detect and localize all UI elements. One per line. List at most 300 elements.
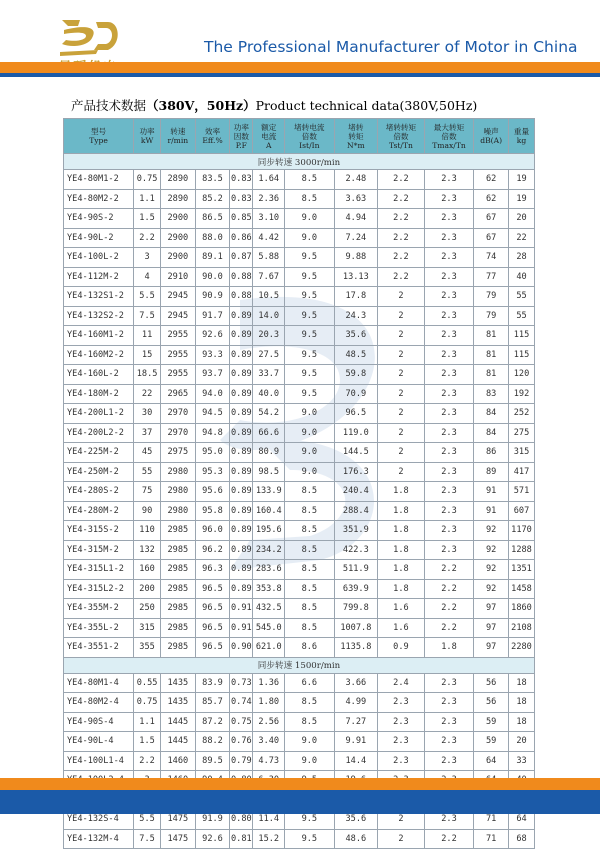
table-cell: 8.5 [285, 189, 334, 209]
table-cell: 2900 [161, 248, 196, 268]
table-cell: 0.89 [230, 540, 253, 560]
tagline: The Professional Manufacturer of Motor in China [204, 38, 578, 56]
table-cell: 35.6 [334, 810, 378, 830]
table-cell: 2970 [161, 404, 196, 424]
table-cell: 1.6 [378, 599, 424, 619]
table-cell: 8.5 [285, 521, 334, 541]
column-header-text: 噪声 [483, 127, 499, 136]
table-cell: 160 [134, 560, 161, 580]
table-cell: 0.83 [230, 189, 253, 209]
table-cell: 91 [474, 482, 509, 502]
table-cell: 2 [378, 365, 424, 385]
table-cell: YE4-80M1-2 [64, 170, 134, 190]
table-cell: 2280 [509, 638, 535, 658]
table-cell: 9.5 [285, 829, 334, 849]
table-cell: YE4-200L1-2 [64, 404, 134, 424]
table-cell: 353.8 [253, 579, 285, 599]
table-cell: 2.3 [378, 751, 424, 771]
column-header-text: kg [516, 136, 527, 145]
table-cell: 8.5 [285, 618, 334, 638]
table-cell: 1.5 [134, 732, 161, 752]
column-header-text: 电流 [261, 131, 277, 141]
table-cell: 20 [509, 209, 535, 229]
table-cell: 81 [474, 345, 509, 365]
column-header-text: A [266, 140, 272, 150]
table-cell: 2.2 [378, 170, 424, 190]
table-cell: 96.0 [195, 521, 230, 541]
table-cell: 91 [474, 501, 509, 521]
table-cell: 9.0 [285, 423, 334, 443]
table-cell: 2890 [161, 170, 196, 190]
table-cell: 2.3 [378, 693, 424, 713]
table-cell: 2 [378, 404, 424, 424]
table-row [64, 732, 535, 752]
table-cell: 2 [378, 810, 424, 830]
table-cell: 3.66 [334, 673, 378, 693]
table-cell: 9.0 [285, 404, 334, 424]
table-cell: 119.0 [334, 423, 378, 443]
table-cell: 288.4 [334, 501, 378, 521]
table-cell: 9.5 [285, 365, 334, 385]
table-cell: 93.7 [195, 365, 230, 385]
table-cell: 2.3 [424, 209, 474, 229]
page-header [0, 0, 600, 90]
column-header-text: 额定 [261, 122, 277, 132]
table-cell: 62 [474, 170, 509, 190]
table-cell: 96.2 [195, 540, 230, 560]
table-cell: YE4-280S-2 [64, 482, 134, 502]
table-cell: 10.5 [253, 287, 285, 307]
table-cell: 9.5 [285, 248, 334, 268]
table-cell: 2985 [161, 560, 196, 580]
column-header [334, 119, 378, 154]
table-cell: 2.3 [424, 228, 474, 248]
table-cell: 27.5 [253, 345, 285, 365]
table-cell: 0.89 [230, 560, 253, 580]
column-header-text: N*m [347, 140, 365, 150]
column-header-text: Ist/In [299, 140, 320, 150]
table-cell: 621.0 [253, 638, 285, 658]
table-cell: 95.6 [195, 482, 230, 502]
table-cell: 2985 [161, 579, 196, 599]
table-cell: 1435 [161, 693, 196, 713]
table-cell: 71 [474, 829, 509, 849]
column-header [424, 119, 474, 154]
table-cell: 70.9 [334, 384, 378, 404]
table-cell: 1135.8 [334, 638, 378, 658]
table-cell: 0.88 [230, 287, 253, 307]
table-cell: 0.89 [230, 326, 253, 346]
table-cell: YE4-112M-2 [64, 267, 134, 287]
table-cell: 15 [134, 345, 161, 365]
table-cell: 571 [509, 482, 535, 502]
column-header-text: 转矩 [348, 131, 364, 141]
table-cell: 2980 [161, 462, 196, 482]
table-cell: 0.80 [230, 810, 253, 830]
table-cell: 2 [378, 306, 424, 326]
table-cell: 85.7 [195, 693, 230, 713]
table-cell: 4.99 [334, 693, 378, 713]
table-cell: 2900 [161, 228, 196, 248]
table-cell: 1.8 [378, 521, 424, 541]
table-cell: 96.5 [195, 638, 230, 658]
table-cell: 8.5 [285, 482, 334, 502]
table-cell: YE4-315S-2 [64, 521, 134, 541]
table-cell: 2910 [161, 267, 196, 287]
table-cell: 67 [474, 209, 509, 229]
table-cell: 9.5 [285, 326, 334, 346]
table-cell: 85.2 [195, 189, 230, 209]
table-cell: YE4-160L-2 [64, 365, 134, 385]
table-cell: YE4-80M2-2 [64, 189, 134, 209]
table-cell: 1.1 [134, 189, 161, 209]
table-cell: 35.6 [334, 326, 378, 346]
table-cell: 20 [509, 732, 535, 752]
table-row [64, 751, 535, 771]
table-cell: 71 [474, 810, 509, 830]
table-cell: 92.6 [195, 829, 230, 849]
table-cell: 1435 [161, 673, 196, 693]
column-header-text: r/min [167, 136, 189, 145]
table-cell: 115 [509, 326, 535, 346]
table-cell: 1.8 [378, 501, 424, 521]
page-title [71, 96, 477, 114]
table-cell: 88.0 [195, 228, 230, 248]
title-cn: 产品技术数据 [71, 98, 147, 113]
table-cell: 96.5 [195, 618, 230, 638]
table-row [64, 540, 535, 560]
table-cell: 95.8 [195, 501, 230, 521]
table-cell: 95.0 [195, 443, 230, 463]
table-cell: 56 [474, 693, 509, 713]
table-cell: 0.89 [230, 365, 253, 385]
column-header-text: P.F [235, 140, 247, 150]
table-cell: 2985 [161, 540, 196, 560]
table-row [64, 829, 535, 849]
table-cell: YE4-90L-4 [64, 732, 134, 752]
column-header [230, 119, 253, 154]
table-cell: 3.10 [253, 209, 285, 229]
table-cell: YE4-100L1-4 [64, 751, 134, 771]
table-cell: 17.8 [334, 287, 378, 307]
table-cell: 1458 [509, 579, 535, 599]
table-cell: 81 [474, 365, 509, 385]
table-cell: 92 [474, 521, 509, 541]
table-row [64, 618, 535, 638]
table-cell: 0.88 [230, 267, 253, 287]
table-cell: 1445 [161, 732, 196, 752]
table-cell: 91.7 [195, 306, 230, 326]
column-header-text: 堵转电流 [294, 122, 325, 132]
table-row [64, 365, 535, 385]
table-cell: 7.5 [134, 306, 161, 326]
table-cell: 9.5 [285, 267, 334, 287]
table-cell: 2.3 [424, 443, 474, 463]
table-cell: 19 [509, 170, 535, 190]
table-cell: 2.36 [253, 189, 285, 209]
column-header-text: 效率 [204, 127, 221, 136]
table-cell: 2955 [161, 365, 196, 385]
table-cell: 1860 [509, 599, 535, 619]
table-cell: 1445 [161, 712, 196, 732]
table-cell: 133.9 [253, 482, 285, 502]
table-cell: 8.6 [285, 638, 334, 658]
table-cell: 2 [378, 384, 424, 404]
table-row [64, 599, 535, 619]
table-cell: 2 [378, 829, 424, 849]
table-cell: YE4-160M2-2 [64, 345, 134, 365]
column-header [64, 119, 134, 154]
column-header [253, 119, 285, 154]
table-row [64, 638, 535, 658]
table-cell: 7.67 [253, 267, 285, 287]
table-cell: 2.3 [424, 287, 474, 307]
table-cell: 9.5 [285, 287, 334, 307]
table-cell: YE4-315L1-2 [64, 560, 134, 580]
table-cell: 2 [378, 423, 424, 443]
table-cell: 0.76 [230, 732, 253, 752]
table-cell: 0.89 [230, 521, 253, 541]
table-cell: 9.5 [285, 810, 334, 830]
table-cell: 89.1 [195, 248, 230, 268]
table-cell: 9.0 [285, 209, 334, 229]
column-header-text: 重量 [513, 127, 530, 136]
table-cell: 240.4 [334, 482, 378, 502]
table-cell: 2.3 [424, 248, 474, 268]
table-cell: YE4-250M-2 [64, 462, 134, 482]
table-cell: 315 [509, 443, 535, 463]
table-cell: 0.89 [230, 501, 253, 521]
table-cell: 2955 [161, 345, 196, 365]
table-cell: YE4-180M-2 [64, 384, 134, 404]
table-row [64, 209, 535, 229]
table-cell: 0.9 [378, 638, 424, 658]
table-cell: 115 [509, 345, 535, 365]
table-cell: 1351 [509, 560, 535, 580]
table-row [64, 501, 535, 521]
header-orange-bar [0, 62, 600, 73]
table-cell: 54.2 [253, 404, 285, 424]
table-cell: YE4-90S-2 [64, 209, 134, 229]
table-cell: 97 [474, 599, 509, 619]
table-cell: 91.9 [195, 810, 230, 830]
table-cell: 1007.8 [334, 618, 378, 638]
table-cell: YE4-315M-2 [64, 540, 134, 560]
table-cell: 2.2 [134, 751, 161, 771]
table-cell: 8.5 [285, 579, 334, 599]
table-cell: 110 [134, 521, 161, 541]
table-cell: 6.6 [285, 673, 334, 693]
column-header-text: 功率 [139, 127, 155, 136]
table-cell: 66.6 [253, 423, 285, 443]
table-cell: 87.2 [195, 712, 230, 732]
table-cell: 9.0 [285, 732, 334, 752]
column-header [161, 119, 196, 154]
column-header-text: kW [140, 136, 154, 145]
table-cell: 2.3 [424, 384, 474, 404]
column-header-text: 因数 [233, 131, 249, 141]
table-cell: 5.5 [134, 287, 161, 307]
table-row [64, 248, 535, 268]
table-row [64, 443, 535, 463]
table-cell: 84 [474, 423, 509, 443]
table-cell: 1.8 [378, 482, 424, 502]
table-cell: 94.5 [195, 404, 230, 424]
table-cell: 9.91 [334, 732, 378, 752]
table-cell: 1.5 [134, 209, 161, 229]
table-cell: 2.2 [378, 248, 424, 268]
table-cell: 55 [509, 306, 535, 326]
table-row [64, 404, 535, 424]
table-cell: YE4-355M-2 [64, 599, 134, 619]
table-cell: 40.0 [253, 384, 285, 404]
header-row [64, 119, 535, 154]
table-cell: 1.80 [253, 693, 285, 713]
table-cell: 2980 [161, 482, 196, 502]
table-cell: 62 [474, 189, 509, 209]
table-cell: 0.75 [230, 712, 253, 732]
table-cell: 2945 [161, 306, 196, 326]
table-cell: 2985 [161, 618, 196, 638]
column-header-text: 型号 [90, 127, 107, 136]
column-header [195, 119, 230, 154]
table-cell: 92.6 [195, 326, 230, 346]
column-header-text: 功率 [233, 122, 249, 132]
company-logo-icon [58, 14, 124, 60]
table-cell: 75 [134, 482, 161, 502]
table-cell: 9.88 [334, 248, 378, 268]
table-cell: 0.85 [230, 209, 253, 229]
table-cell: 56 [474, 673, 509, 693]
table-cell: 2.3 [424, 482, 474, 502]
table-cell: 86 [474, 443, 509, 463]
table-cell: 79 [474, 287, 509, 307]
table-cell: 83.5 [195, 170, 230, 190]
table-cell: 351.9 [334, 521, 378, 541]
table-cell: 2.2 [378, 209, 424, 229]
table-cell: 3.40 [253, 732, 285, 752]
table-cell: 1170 [509, 521, 535, 541]
table-cell: 2.3 [424, 462, 474, 482]
table-cell: 33.7 [253, 365, 285, 385]
table-cell: 2.4 [378, 673, 424, 693]
table-row [64, 560, 535, 580]
table-cell: 74 [474, 248, 509, 268]
table-cell: 120 [509, 365, 535, 385]
table-cell: 0.91 [230, 599, 253, 619]
table-cell: 2108 [509, 618, 535, 638]
table-cell: 7.24 [334, 228, 378, 248]
table-cell: 2.3 [424, 189, 474, 209]
title-en: Product technical data(380V,50Hz) [255, 98, 478, 113]
table-cell: 9.5 [285, 345, 334, 365]
table-cell: YE4-100L-2 [64, 248, 134, 268]
table-cell: 5.88 [253, 248, 285, 268]
table-cell: 37 [134, 423, 161, 443]
table-cell: 0.91 [230, 618, 253, 638]
table-cell: 2.48 [334, 170, 378, 190]
table-cell: 2.3 [424, 267, 474, 287]
table-cell: 92 [474, 579, 509, 599]
table-cell: 84 [474, 404, 509, 424]
column-header-text: 最大转矩 [433, 122, 465, 132]
table-cell: 2 [378, 462, 424, 482]
table-cell: 1460 [161, 751, 196, 771]
table-cell: 9.0 [285, 443, 334, 463]
table-cell: 11 [134, 326, 161, 346]
table-cell: 2.3 [424, 423, 474, 443]
table-cell: 83.9 [195, 673, 230, 693]
table-cell: YE4-132S2-2 [64, 306, 134, 326]
table-cell: 40 [509, 267, 535, 287]
table-row [64, 189, 535, 209]
table-row [64, 170, 535, 190]
table-cell: 8.5 [285, 501, 334, 521]
table-cell: YE4-280M-2 [64, 501, 134, 521]
table-cell: 511.9 [334, 560, 378, 580]
table-cell: 2.3 [424, 751, 474, 771]
table-cell: 1.8 [378, 579, 424, 599]
table-cell: 67 [474, 228, 509, 248]
table-cell: 86.5 [195, 209, 230, 229]
table-row [64, 228, 535, 248]
table-cell: 94.0 [195, 384, 230, 404]
table-cell: 88.2 [195, 732, 230, 752]
table-cell: 90 [134, 501, 161, 521]
table-cell: 0.75 [134, 693, 161, 713]
header-blue-bar [0, 73, 600, 77]
table-cell: 417 [509, 462, 535, 482]
table-row [64, 326, 535, 346]
table-cell: 4 [134, 267, 161, 287]
table-cell: 1.8 [378, 560, 424, 580]
table-header [64, 119, 535, 154]
table-cell: 1288 [509, 540, 535, 560]
table-cell: 2.2 [378, 228, 424, 248]
table-row [64, 521, 535, 541]
table-cell: 1.64 [253, 170, 285, 190]
column-header [378, 119, 424, 154]
table-cell: 64 [509, 810, 535, 830]
table-cell: 1.8 [378, 540, 424, 560]
table-cell: 2.3 [424, 540, 474, 560]
table-cell: YE4-90S-4 [64, 712, 134, 732]
table-cell: YE4-355L-2 [64, 618, 134, 638]
table-cell: 30 [134, 404, 161, 424]
table-cell: 2.3 [424, 521, 474, 541]
table-cell: 2.3 [424, 306, 474, 326]
title-condition: （380V，50Hz） [146, 98, 256, 113]
table-cell: 1475 [161, 810, 196, 830]
table-cell: 2.3 [424, 345, 474, 365]
table-cell: 96.3 [195, 560, 230, 580]
table-cell: 89.5 [195, 751, 230, 771]
table-cell: 1.6 [378, 618, 424, 638]
table-cell: 2 [378, 443, 424, 463]
table-row [64, 462, 535, 482]
column-header-text: 堵转转矩 [385, 122, 417, 132]
table-cell: YE4-160M1-2 [64, 326, 134, 346]
table-cell: 96.5 [195, 579, 230, 599]
table-cell: 8.5 [285, 170, 334, 190]
column-header-text: Tst/Tn [388, 140, 413, 150]
table-cell: 275 [509, 423, 535, 443]
table-cell: 20.3 [253, 326, 285, 346]
table-cell: 7.5 [134, 829, 161, 849]
technical-data-table [63, 118, 535, 849]
table-cell: 14.0 [253, 306, 285, 326]
column-header-text: dB(A) [480, 136, 503, 145]
